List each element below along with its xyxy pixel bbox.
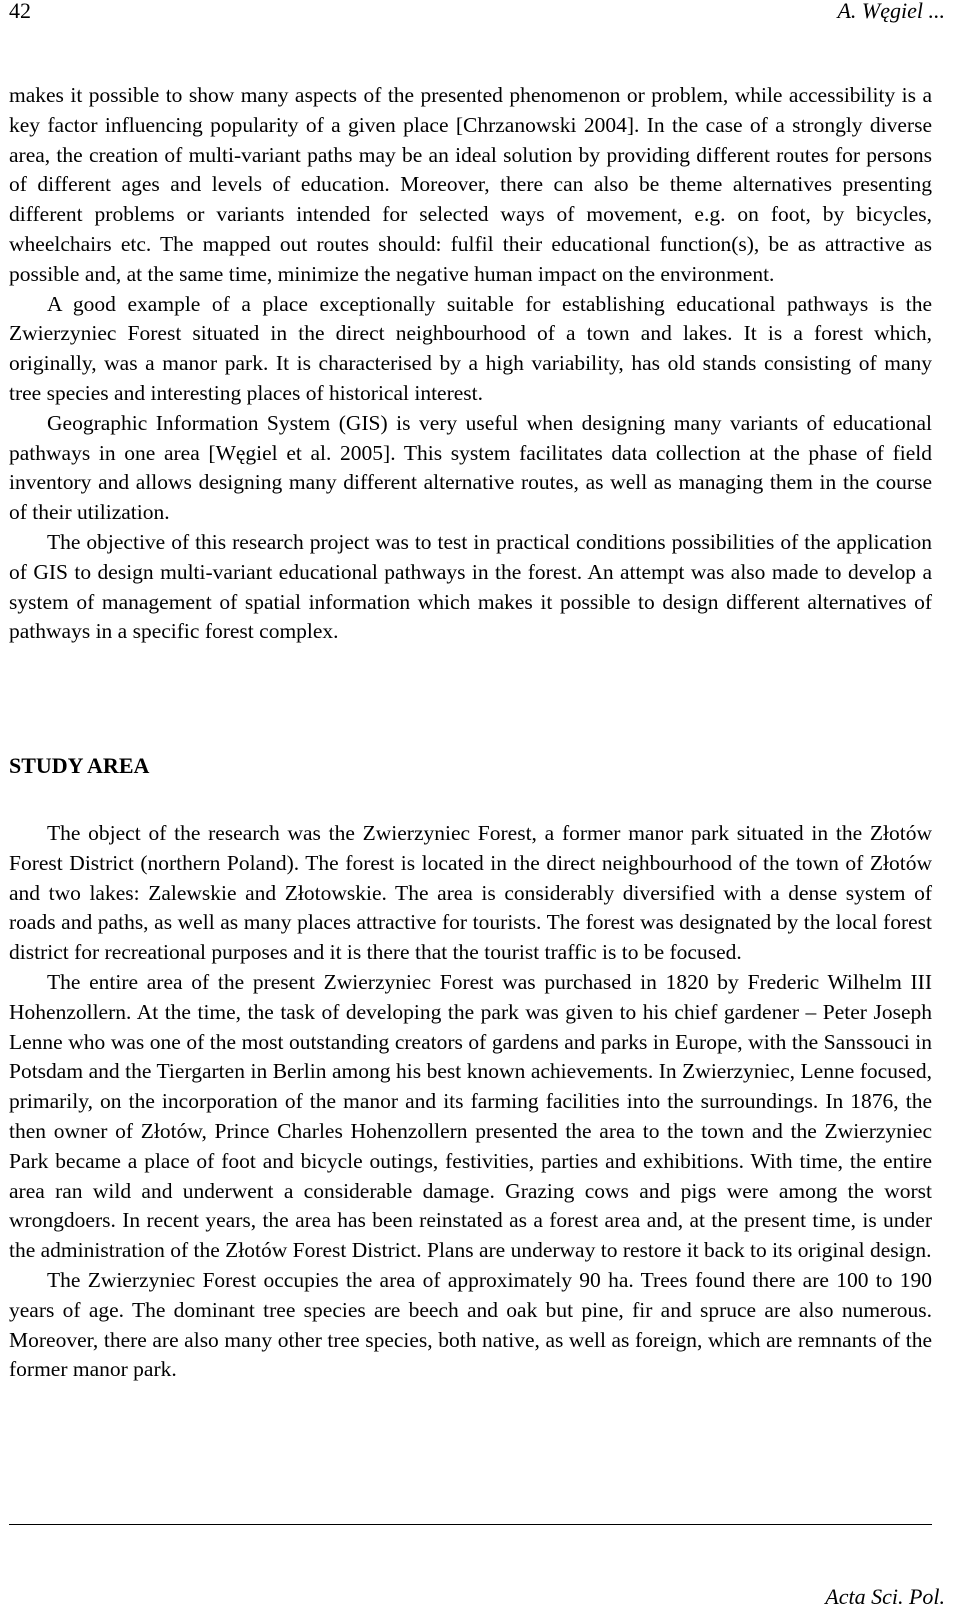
paragraph: A good example of a place exceptionally suitable for establishing educational pathways is the Zwierzyniec Forest situated in the direct neighbourhood of a town and lakes. It is a forest which, originally, was a manor park. It is characterised by a high variability, has old stands consisting of many tree species and interesting places of historical interest. — [9, 291, 932, 405]
page-number: 42 — [9, 0, 31, 23]
journal-name: Acta Sci. Pol. — [825, 1584, 945, 1609]
running-head: A. Węgiel ... — [837, 0, 945, 23]
paragraph: The entire area of the present Zwierzyniec Forest was purchased in 1820 by Frederic Wilhelm III Hohenzollern. At the time, the task of developing the park was given to his chief gardener – Peter Joseph Lenne who was one of the most outstanding creators of gardens and parks in Europe, with the Sanssouci in Potsdam and the Tiergarten in Berlin among his best known achievements. In Zwierzyniec, Lenne focused, primarily, on the incorporation of the manor and its farming facilities into the surroundings. In 1876, the then owner of Złotów, Prince Charles Hohenzollern presented the area to the town and the Zwierzyniec Park became a place of foot and bicycle outings, festivities, parties and exhibitions. With time, the entire area ran wild and underwent a considerable damage. Grazing cows and pigs were among the worst wrongdoers. In recent years, the area has been reinstated as a forest area and, at the present time, is under the administration of the Złotów Forest District. Plans are underway to restore it back to its original design. — [9, 969, 932, 1263]
paragraph: The objective of this research project was to test in practical conditions possibilities of the application of GIS to design multi-variant educational pathways in the forest. An attempt was also made to develop a system of management of spatial information which makes it possible to design different alternatives of pathways in a specific forest complex. — [9, 529, 932, 644]
paragraph: makes it possible to show many aspects of the presented phenomenon or problem, while accessibility is a key factor influencing popularity of a given place [Chrzanowski 2004]. In the case of a strongly diverse area, the creation of multi-variant paths may be an ideal solution by providing different routes for persons of different ages and levels of education. Moreover, there can also be theme alternatives presenting different problems or variants intended for selected ways of movement, e.g. on foot, by bicycles, wheelchairs etc. The mapped out routes should: fulfil their educational function(s), be as attractive as possible and, at the same time, minimize the negative human impact on the environment. — [9, 83, 932, 286]
intro-text — [9, 81, 932, 647]
footer-divider — [9, 1524, 932, 1525]
section-heading: STUDY AREA — [9, 753, 150, 778]
study-area-text — [9, 819, 932, 1385]
paragraph: The object of the research was the Zwierzyniec Forest, a former manor park situated in the Złotów Forest District (northern Poland). The forest is located in the direct neighbourhood of the town of Złotów and two lakes: Zalewskie and Złotowskie. The area is considerably diversified with a dense system of roads and paths, as well as many places attractive for tourists. The forest was designated by the local forest district for recreational purposes and it is there that the tourist traffic is to be focused. — [9, 821, 932, 965]
paragraph: Geographic Information System (GIS) is very useful when designing many variants of educational pathways in one area [Węgiel et al. 2005]. This system facilitates data collection at the phase of field inventory and allows designing many different alternative routes, as well as managing them in the course of their utilization. — [9, 410, 932, 525]
paragraph: The Zwierzyniec Forest occupies the area of approximately 90 ha. Trees found there are 100 to 190 years of age. The dominant tree species are beech and oak but pine, fir and spruce are also numerous. Moreover, there are also many other tree species, both native, as well as foreign, which are remnants of the former manor park. — [9, 1267, 932, 1382]
